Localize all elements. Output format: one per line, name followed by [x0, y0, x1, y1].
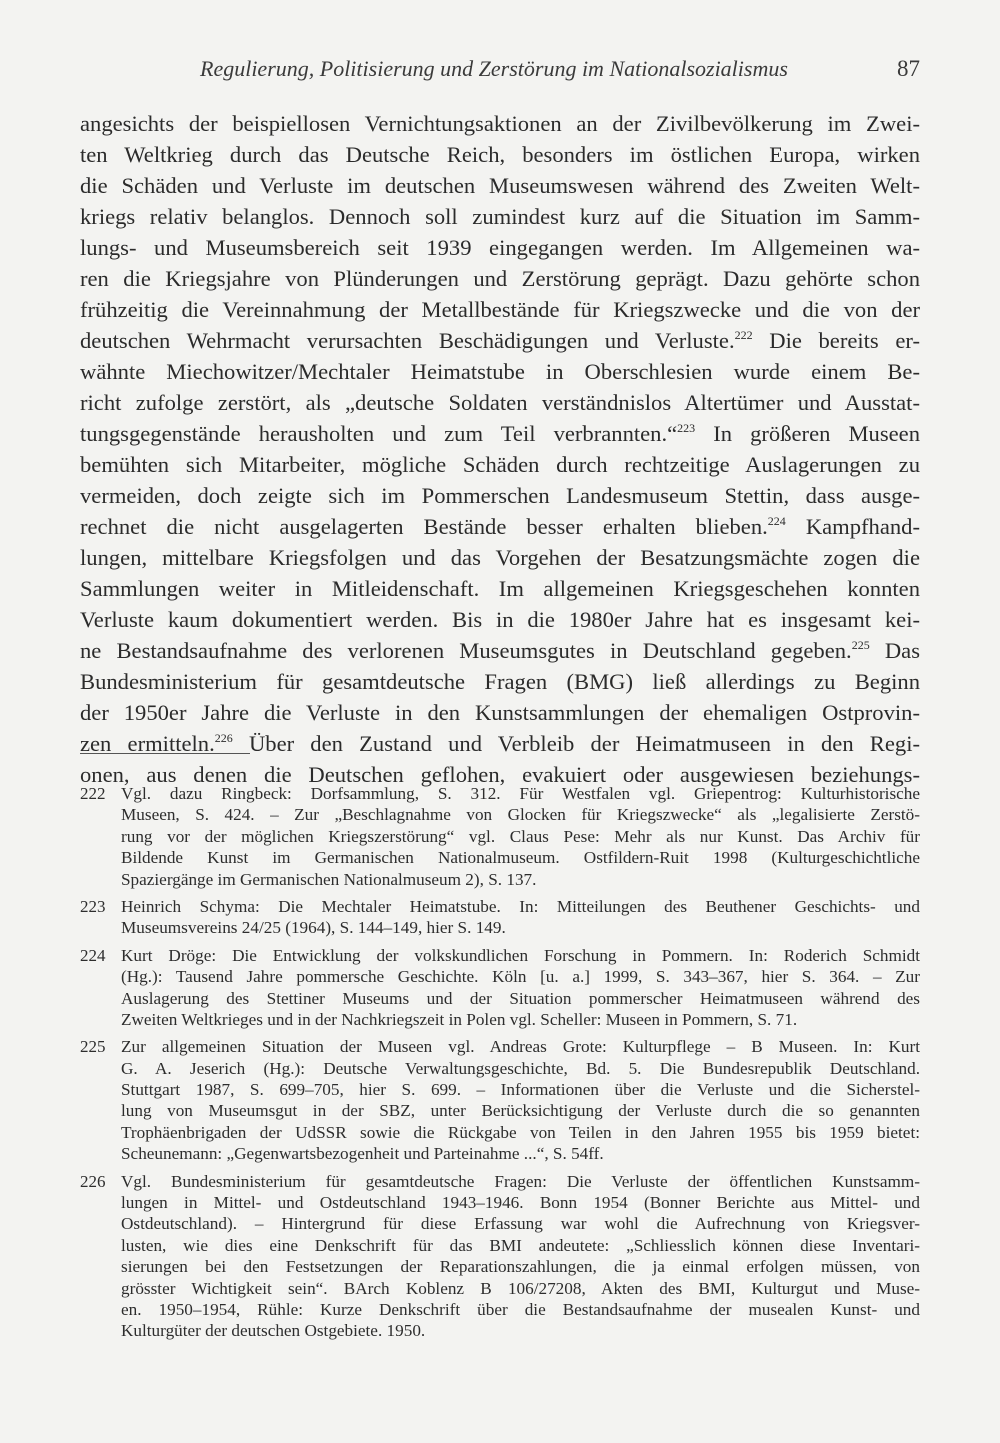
footnote [80, 896, 920, 939]
body-line-text: zen ermitteln. [80, 731, 215, 756]
footnote-reference[interactable]: 226 [214, 731, 233, 745]
footnote-line: Museumsvereins 24/25 (1964), S. 144–149, hier S. 149. [121, 918, 506, 938]
footnote-number: 225 [80, 1037, 106, 1057]
footnote-reference[interactable]: 222 [734, 328, 753, 342]
body-line-text: Sammlungen weiter in Mitleidenschaft. Im allgemeinen Kriegsgeschehen konnten [80, 576, 920, 601]
body-line-text: bemühten sich Mitarbeiter, mögliche Schäden durch rechtzeitige Auslagerungen zu [80, 452, 920, 477]
body-line-text: kriegs relativ belanglos. Dennoch soll zumindest kurz auf die Situation im Samm- [80, 204, 920, 229]
footnote-line: Kurt Dröge: Die Entwicklung der volkskundlichen Forschung in Pommern. In: Roderich Schmidt [121, 945, 920, 965]
body-line [80, 325, 920, 356]
footnote-line: lung von Museumsgut in der SBZ, unter Berücksichtigung der Verluste durch die so genannten [121, 1101, 920, 1121]
body-line-text: onen, aus denen die Deutschen geflohen, evakuiert oder ausgewiesen beziehungs- [80, 762, 920, 787]
footnote [80, 1171, 920, 1342]
footnote-line: Zweiten Weltkrieges und in der Nachkriegszeit in Polen vgl. Scheller: Museen in Pommern, S. 71. [121, 1009, 798, 1029]
body-line [80, 542, 920, 573]
body-line-text: lungs- und Museumsbereich seit 1939 eingegangen werden. Im Allgemeinen wa- [80, 235, 920, 260]
body-line [80, 511, 920, 542]
body-line-text: Bundesministerium für gesamtdeutsche Fragen (BMG) ließ allerdings zu Beginn [80, 669, 920, 694]
body-line-text: tungsgegenstände herausholten und zum Teil verbrannten.“ [80, 421, 678, 446]
footnote-reference[interactable]: 225 [851, 638, 870, 652]
body-line-text: die Schäden und Verluste im deutschen Museumswesen während des Zweiten Welt- [80, 173, 920, 198]
body-line [80, 387, 920, 418]
footnote-line: Stuttgart 1987, S. 699–705, hier S. 699. – Informationen über die Verluste und die Sicherstel- [121, 1080, 920, 1100]
footnote-number: 222 [80, 784, 106, 803]
footnote [80, 945, 920, 1031]
body-line-continuation: Über den Zustand und Verbleib der Heimatmuseen in den Regi- [232, 731, 921, 756]
body-line [80, 108, 920, 139]
body-line-text: rechnet die nicht ausgelagerten Bestände besser erhalten blieben. [80, 514, 768, 539]
footnote-number: 224 [80, 945, 106, 965]
body-line [80, 139, 920, 170]
body-line-text: deutschen Wehrmacht verursachten Beschädigungen und Verluste. [80, 328, 735, 353]
footnote-reference[interactable]: 224 [767, 514, 786, 528]
body-line-text: ten Weltkrieg durch das Deutsche Reich, besonders im östlichen Europa, wirken [80, 142, 920, 167]
footnote-line: Zur allgemeinen Situation der Museen vgl. Andreas Grote: Kulturpflege – B Museen. In: Kurt [121, 1037, 920, 1057]
footnote-line: Vgl. Bundesministerium für gesamtdeutsche Fragen: Die Verluste der öffentlichen Kunstsamm- [121, 1171, 920, 1191]
body-line-text: Verluste kaum dokumentiert werden. Bis in die 1980er Jahre hat es insgesamt kei- [80, 607, 920, 632]
footnote [80, 783, 920, 890]
footnote-line: Bildende Kunst im Germanischen Nationalmuseum. Ostfildern-Ruit 1998 (Kulturgeschichtliche [121, 848, 920, 868]
footnote-line: Ostdeutschland). – Hintergrund für diese Erfassung war wohl die Aufrechnung von Kriegsver- [121, 1214, 920, 1234]
body-line-continuation: In größeren Museen [695, 421, 920, 446]
footnote-line: Museen, S. 424. – Zur „Beschlagnahme von Glocken für Kriegszwecke“ als „legalisierte Zerstö- [121, 805, 920, 825]
body-line-text: richt zufolge zerstört, als „deutsche Soldaten verständnislos Altertümer und Ausstat- [80, 390, 920, 415]
footnote-line: grösster Wichtigkeit sein“. BArch Koblenz B 106/27208, Akten des BMI, Kulturgut und Muse- [121, 1278, 920, 1298]
body-line-text: ren die Kriegsjahre von Plünderungen und Zerstörung geprägt. Dazu gehörte schon [80, 266, 920, 291]
body-line-text: der 1950er Jahre die Verluste in den Kunstsammlungen der ehemaligen Ostprovin- [80, 700, 920, 725]
body-line [80, 170, 920, 201]
body-line [80, 418, 920, 449]
body-line [80, 573, 920, 604]
footnote-line: Scheunemann: „Gegenwartsbezogenheit und Parteinahme ...“, S. 54ff. [121, 1144, 604, 1164]
footnote-line: (Hg.): Tausend Jahre pommersche Geschichte. Köln [u. a.] 1999, S. 343–367, hier S. 364. – Zur [121, 967, 920, 987]
footnote-reference[interactable]: 223 [677, 421, 696, 435]
body-line-text: angesichts der beispiellosen Vernichtungsaktionen an der Zivilbevölkerung im Zwei- [80, 111, 920, 136]
footnote-line: sierungen bei den Festsetzungen der Reparationszahlungen, die ja einmal erfolgen müssen, von [121, 1257, 920, 1277]
body-line-continuation: Kampfhand- [785, 514, 920, 539]
footnote-line: Vgl. dazu Ringbeck: Dorfsammlung, S. 312. Für Westfalen vgl. Griepentrog: Kulturhistorische [121, 784, 920, 803]
body-line [80, 635, 920, 666]
body-line [80, 480, 920, 511]
body-text [80, 108, 920, 790]
footnote [80, 1036, 920, 1164]
body-line-continuation: Das [869, 638, 920, 663]
body-line [80, 201, 920, 232]
body-line [80, 697, 920, 728]
body-line [80, 449, 920, 480]
footnote-line: Trophäenbrigaden der UdSSR sowie die Rückgabe von Teilen in den Jahren 1955 bis 1959 bietet: [121, 1122, 920, 1142]
footnote-line: Heinrich Schyma: Die Mechtaler Heimatstube. In: Mitteilungen des Beuthener Geschichts- und [121, 896, 920, 916]
body-line-text: lungen, mittelbare Kriegsfolgen und das Vorgehen der Besatzungsmächte zogen die [80, 545, 920, 570]
body-line [80, 294, 920, 325]
footnote-line: lusten, wie dies eine Denkschrift für das BMI andeutete: „Schliesslich können diese Inventari- [121, 1235, 920, 1255]
footnote-number: 223 [80, 896, 106, 916]
page-number: 87 [897, 56, 920, 81]
footnote-line: Kulturgüter der deutschen Ostgebiete. 1950. [121, 1321, 426, 1341]
footnote-line: rung vor der möglichen Kriegszerstörung“ vgl. Claus Pese: Mehr als nur Kunst. Das Archiv für [121, 826, 920, 846]
footnote-line: G. A. Jeserich (Hg.): Deutsche Verwaltungsgeschichte, Bd. 5. Die Bundesrepublik Deutschland. [121, 1058, 920, 1078]
body-line-text: vermeiden, doch zeigte sich im Pommerschen Landesmuseum Stettin, dass ausge- [80, 483, 920, 508]
body-line [80, 356, 920, 387]
footnote-line: en. 1950–1954, Rühle: Kurze Denkschrift über die Bestandsaufnahme der musealen Kunst- und [121, 1299, 920, 1319]
footnote-separator [80, 753, 250, 754]
footnote-line: lungen in Mittel- und Ostdeutschland 1943–1946. Bonn 1954 (Bonner Berichte aus Mittel- und [121, 1193, 920, 1213]
footnote-line: Auslagerung des Stettiner Museums und der Situation pommerscher Heimatmuseen während des [121, 988, 920, 1008]
body-line [80, 666, 920, 697]
footnote-line: Spaziergänge im Germanischen Nationalmuseum 2), S. 137. [121, 869, 537, 889]
body-line-text: ne Bestandsaufnahme des verlorenen Museumsgutes in Deutschland gegeben. [80, 638, 852, 663]
running-head [80, 56, 920, 90]
footnote-number: 226 [80, 1171, 106, 1191]
body-line [80, 728, 920, 759]
body-line [80, 263, 920, 294]
body-line [80, 604, 920, 635]
body-line-text: frühzeitig die Vereinnahmung der Metallbestände für Kriegszwecke und die von der [80, 297, 920, 322]
footnotes [80, 783, 920, 1348]
running-title: Regulierung, Politisierung und Zerstörung im Nationalsozialismus [200, 56, 788, 81]
body-line-text: wähnte Miechowitzer/Mechtaler Heimatstube in Oberschlesien wurde einem Be- [80, 359, 920, 384]
body-line-continuation: Die bereits er- [752, 328, 920, 353]
body-line [80, 232, 920, 263]
